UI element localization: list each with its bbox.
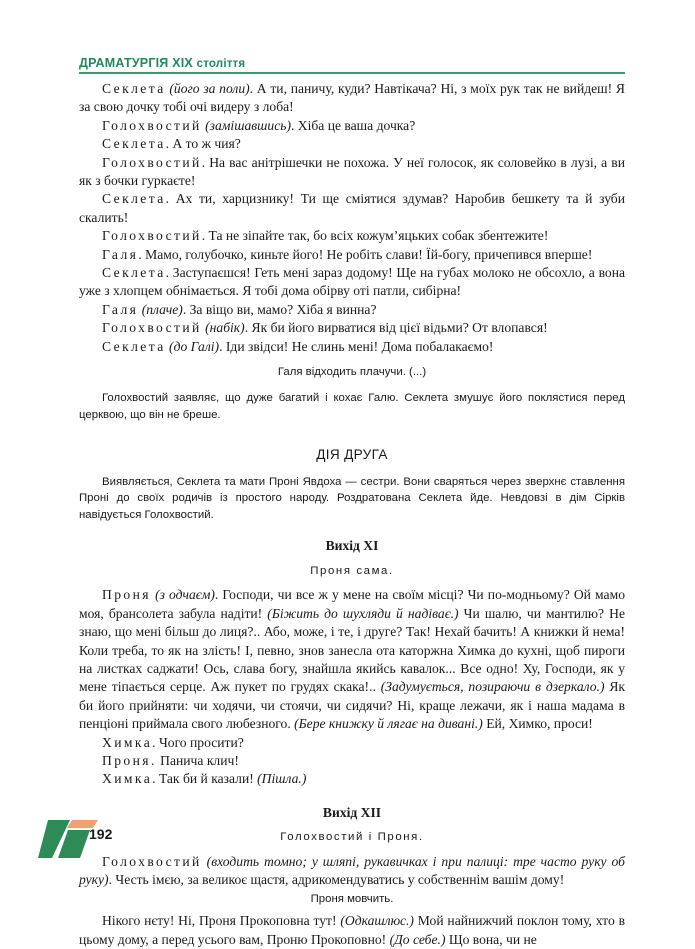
stage-direction: (Одкашлюс.) <box>340 913 414 929</box>
speaker: Секлета <box>102 81 166 96</box>
speaker: Химка <box>102 734 153 750</box>
stage-direction: (плаче) <box>141 301 183 317</box>
line-golokhvostyi-enter <box>79 853 625 890</box>
line-text: . А то ж чия? <box>165 136 241 152</box>
stage-direction: (з одчаєм) <box>155 587 215 603</box>
scene-12-title: Вихід XII <box>322 804 382 820</box>
line-khimka-2 <box>79 770 625 788</box>
stage-direction: (входить томно; у шляпі, рукавичках і при палиці: тре часто руку об руку) <box>79 853 625 887</box>
line-text: . Ах ти, харцизнику! Ти ще сміятися здумав? Наробив бешкету та й зуби скалить! <box>79 191 625 225</box>
line-golokhvostyi-3 <box>79 227 625 245</box>
line-khimka-1 <box>79 734 625 752</box>
line-seklyeta-2 <box>79 135 625 153</box>
line-text: Ей, Химко, проси! <box>482 716 593 732</box>
line-text: . Чого просити? <box>152 734 244 750</box>
stage-direction: (Задумується, позираючи в дзеркало.) <box>380 679 605 695</box>
line-text: Нікого нєту! Ні, Проня Прокоповна тут! <box>102 913 337 929</box>
line-text: . Господи, чи все ж у мене на своїм місці? Чи по-модньому? Ой мамо моя, брансолета забула надіти! <box>79 587 625 621</box>
line-text: Що вона, чи не <box>445 931 537 947</box>
summary-1: Голохвостий заявляє, що дуже багатий і кохає Галю. Секлета змушує його поклястися перед церквою, що він не бреше. <box>79 392 625 421</box>
act-summary: Виявляється, Секлета та мати Проні Явдоха — сестри. Вони сваряться через зверхнє ставлення Проні до своїх родичів із простого народу. Роздратована Секлета йде. Невдовзі в дім Сірків навідується Голохвостий. <box>79 475 625 521</box>
line-text: Чи шалю, чи мантилю? Не знаю, що мені більш до лиця?.. Або, може, і те, і друге? Так! Нехай бачить! А книжки й нема! Коли треба, то як на злість! І, певно, знов занесла ота каторжна Химка до кухні, щоб пироги на листках саджати! Ось, слава богу, знайшла якийсь кавалок... Все одно! Ху, Господи, як у мене тіпається серце. Аж пукет по грудях скака!.. <box>79 605 625 695</box>
speaker: Голохвостий <box>102 117 202 133</box>
line-golokhvostyi-2 <box>79 154 625 191</box>
line-text: . Заступаєшся! Геть мені зараз додому! Ще на губах молоко не обсохло, а вона уже з хлопцем обнімається. Я тобі дома обірву оті патли, сибірна! <box>79 265 625 299</box>
speaker: Галя <box>102 246 139 262</box>
line-seklyeta-3 <box>79 190 625 227</box>
line-text: Як би його прийняти: чи ходячи, чи стоячи, чи сидячи? Ні, краще лежачи, як і наша мадама в пенціоні приймала свого любезного. <box>79 679 626 732</box>
stage-direction: (До себе.) <box>389 931 446 947</box>
stage-note-2: Проня мовчить. <box>310 893 394 906</box>
stage-note-1: Галя відходить плачучи. (...) <box>277 366 427 379</box>
stage-direction: (набік) <box>205 320 245 336</box>
line-seklyeta-1 <box>79 80 625 117</box>
running-header-small: століття <box>196 58 246 70</box>
speaker: Голохвостий <box>102 320 202 336</box>
line-golokhvostyi-cont <box>79 912 625 949</box>
speaker: Проня. <box>102 752 157 768</box>
line-text: . Честь імєю, за великоє щастя, адрикомендуватись у собственнім вашім дому! <box>108 871 565 887</box>
line-pronya-2 <box>79 752 625 770</box>
line-text: . На вас анітрішечки не похожа. У неї голосок, як соловейко в лузі, а ви як з бочки гуркаєте! <box>79 154 625 189</box>
speaker: Галя <box>102 301 139 317</box>
speaker: Голохвостий <box>102 853 202 869</box>
line-text: Мой найнижчий поклон тому, хто в цьому дому, а перед усього вам, Проню Прокоповно! <box>79 913 625 947</box>
line-seklyeta-5 <box>79 338 625 356</box>
scene-11-roster: Проня сама. <box>310 564 394 577</box>
line-text: . Іди звідси! Не слинь мені! Дома побалакаємо! <box>219 338 494 354</box>
line-text: . Як би його вирватися від цієї відьми? От влопався! <box>244 320 548 336</box>
stage-direction: (до Галі) <box>169 338 220 354</box>
line-pronya-monologue <box>79 586 625 733</box>
line-text: . Хіба це ваша дочка? <box>290 117 416 133</box>
speaker: Проня <box>102 587 151 603</box>
scene-11-title: Вихід XI <box>325 538 379 554</box>
stage-direction: (замішавшись) <box>205 117 291 133</box>
line-text: . Та не зіпайте так, бо всіх кожум’яцьких собак збентежите! <box>201 228 549 244</box>
speaker: Голохвостий <box>102 228 202 244</box>
line-golokhvostyi-1 <box>79 117 625 135</box>
line-seklyeta-4 <box>79 264 625 301</box>
running-header <box>79 56 245 70</box>
line-text: . Мамо, голубочко, киньте його! Не робіть слави! Їй-богу, причепився вперше! <box>138 246 593 262</box>
scene-12-roster: Голохвостий і Проня. <box>280 831 424 844</box>
header-rule <box>79 72 625 74</box>
page-number: 192 <box>89 826 113 842</box>
line-text: . Так би й казали! <box>152 771 254 787</box>
speaker: Химка <box>102 771 153 787</box>
stage-direction: (Пішла.) <box>257 771 307 787</box>
speaker: Секлета <box>102 136 166 152</box>
line-text: Панича клич! <box>156 752 239 768</box>
line-text: . А ти, паничу, куди? Навтікача? Ні, з моїх рук так не вийдеш! Я за свою дочку тобі очі видеру з лоба! <box>79 81 625 115</box>
speaker: Голохвостий <box>102 154 202 170</box>
page-content <box>79 80 625 949</box>
speaker: Секлета <box>102 191 166 207</box>
line-galya-2 <box>79 301 625 319</box>
line-text: . За віщо ви, мамо? Хіба я винна? <box>182 301 377 317</box>
stage-direction: (Біжить до шухляди й надіває.) <box>267 605 459 621</box>
act-title: ДІЯ ДРУГА <box>316 447 388 463</box>
stage-direction: (його за поли) <box>169 81 250 96</box>
speaker: Секлета <box>102 338 166 354</box>
stage-direction: (Бере книжку й лягає на дивані.) <box>294 716 483 732</box>
line-galya-1 <box>79 246 625 264</box>
running-header-main: ДРАМАТУРГІЯ XIX <box>79 56 193 70</box>
line-golokhvostyi-4 <box>79 319 625 337</box>
speaker: Секлета <box>102 265 166 281</box>
